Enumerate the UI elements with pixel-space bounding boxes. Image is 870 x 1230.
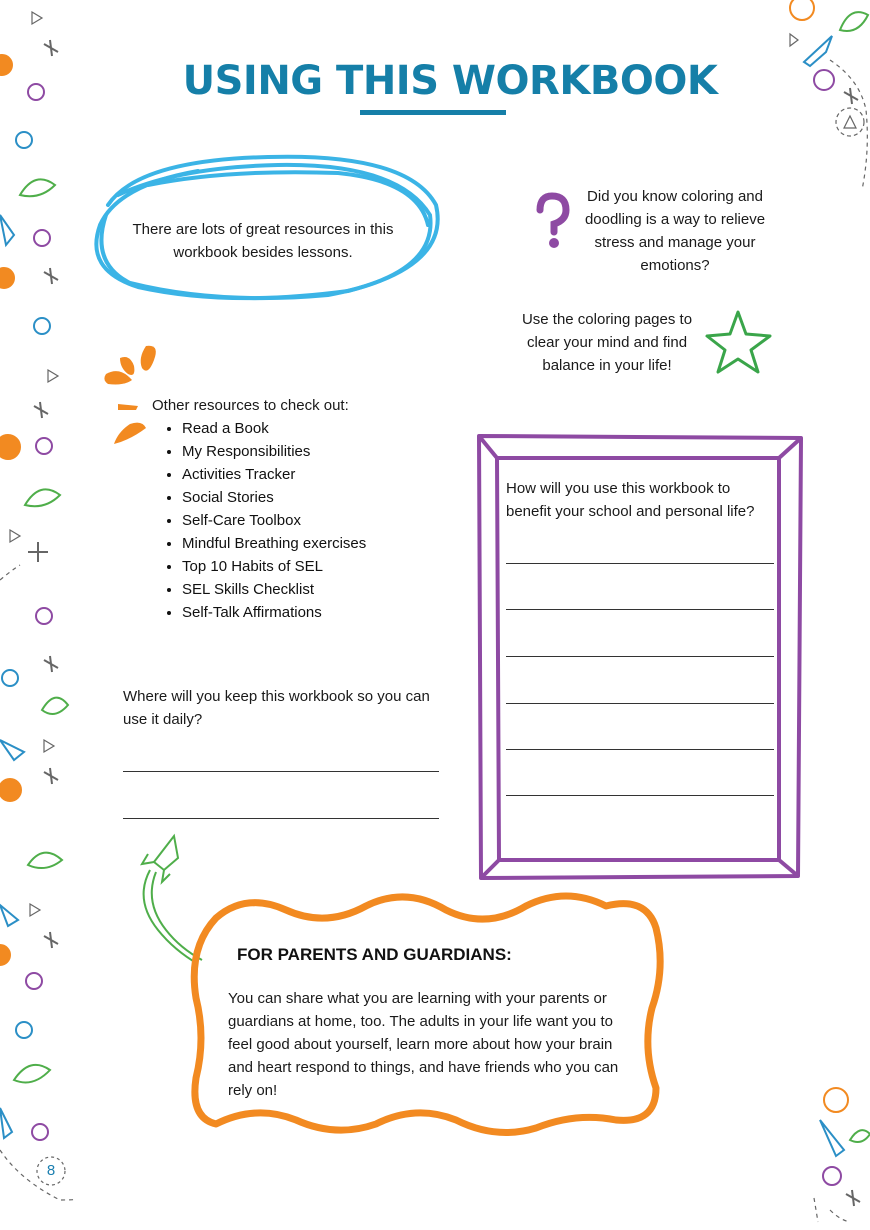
answer-line[interactable] <box>506 563 774 564</box>
list-item: • Read a Book <box>182 417 366 440</box>
list-item: • Self-Care Toolbox <box>182 509 366 532</box>
did-you-know-text: Did you know coloring and doodling is a way to relieve stress and manage your emotions? <box>584 188 766 274</box>
answer-line[interactable] <box>506 703 774 704</box>
page-number: 8 <box>46 1162 56 1179</box>
list-item: • My Responsibilities <box>182 440 366 463</box>
answer-line[interactable] <box>506 795 774 796</box>
parents-body: You can share what you are learning with your parents or guardians at home, too. The adults in your life want you to feel good about yourself, learn more about how your brain and heart respond to things, and have friends who you can rely on! <box>228 990 619 1099</box>
right-bottom-decoration <box>790 1070 870 1230</box>
list-item: • Top 10 Habits of SEL <box>182 555 366 578</box>
coloring-tip-text: Use the coloring pages to clear your mind and find balance in your life! <box>521 311 693 374</box>
answer-line[interactable] <box>506 749 774 750</box>
answer-line[interactable] <box>506 609 774 610</box>
page-title: USING THIS WORKBOOK <box>182 58 718 104</box>
frame-question: How will you use this workbook to benefit your school and personal life? <box>506 480 755 520</box>
title-underline <box>360 110 506 115</box>
left-border-decoration <box>0 0 75 1222</box>
list-item: • SEL Skills Checklist <box>182 578 366 601</box>
resources-list <box>152 417 366 624</box>
list-item: • Mindful Breathing exercises <box>182 532 366 555</box>
star-icon <box>704 308 774 378</box>
list-item: • Social Stories <box>182 486 366 509</box>
resources-heading: Other resources to check out: <box>152 397 349 414</box>
bubble-text: There are lots of great resources in this workbook besides lessons. <box>132 221 394 261</box>
list-item: • Activities Tracker <box>182 463 366 486</box>
keep-question: Where will you keep this workbook so you can use it daily? <box>123 688 430 728</box>
list-item: • Self-Talk Affirmations <box>182 601 366 624</box>
answer-line[interactable] <box>123 771 439 772</box>
answer-line[interactable] <box>123 818 439 819</box>
parents-heading: FOR PARENTS AND GUARDIANS: <box>237 945 512 964</box>
question-mark-icon <box>532 192 572 252</box>
answer-line[interactable] <box>506 656 774 657</box>
